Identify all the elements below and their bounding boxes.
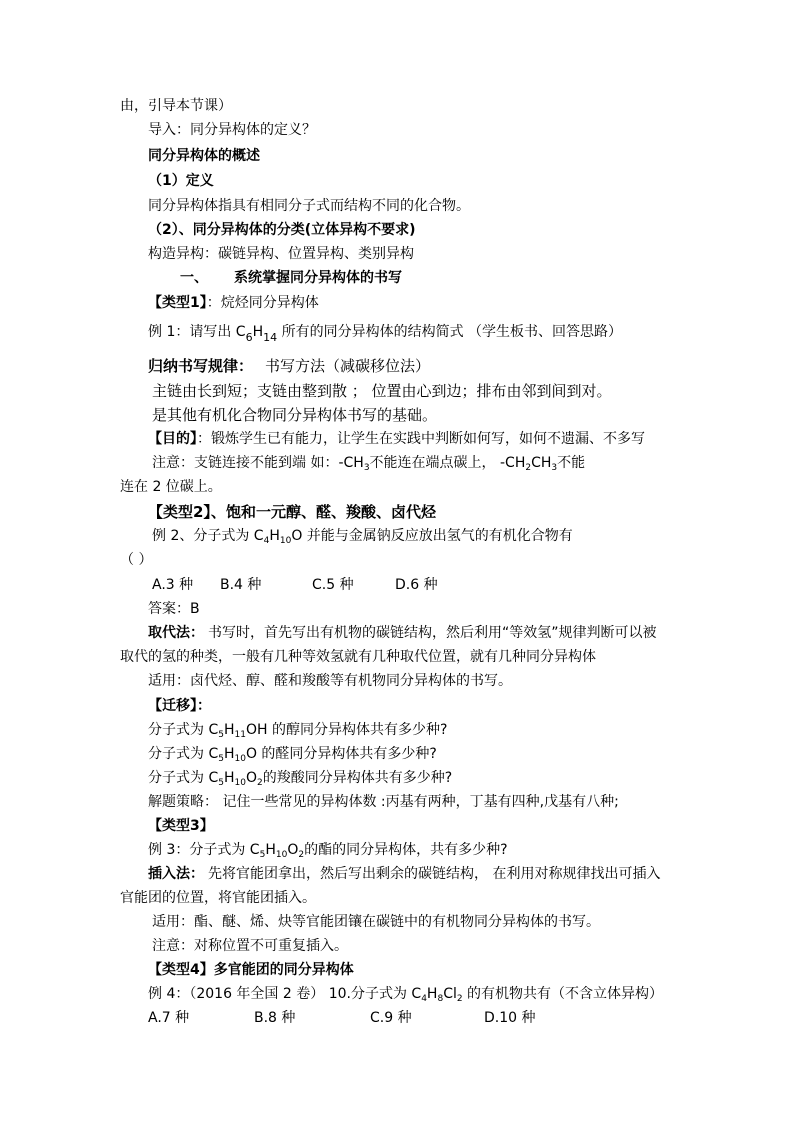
text-run: CH: [531, 455, 552, 471]
text-line: 适用：酯、醚、烯、炔等官能团镶在碳链中的有机物同分异构体的书写。: [152, 914, 600, 930]
subscript: 10: [234, 754, 246, 764]
question-line: [148, 720, 447, 740]
text-run: ：锻炼学生已有能力，让学生在实践中判断如何写，如何不遗漏、不多写: [197, 431, 645, 447]
text-line: 连在 2 位碳上。: [120, 479, 222, 495]
text-line: 导入：同分异构体的定义？: [148, 122, 316, 138]
text-run: 所有的同分异构体的结构简式 （学生板书、回答思路）: [277, 324, 623, 340]
text-run: 不能连在端点碳上， -CH: [369, 455, 526, 471]
text-run: OH 的醇同分异构体共有多少种?: [245, 722, 448, 738]
text-run: 书写时，首先写出有机物的碳链结构，然后利用“等效氢”规律判断可以被: [208, 625, 657, 641]
text-line: 适用：卤代烃、醇、醛和羧酸等有机物同分异构体的书写。: [148, 673, 512, 689]
subscript: 5: [218, 778, 224, 788]
type-heading: 【类型2】、饱和一元醇、醛、羧酸、卤代烃: [148, 503, 436, 521]
subscript: 10: [275, 850, 288, 860]
option-b: B.4 种: [220, 577, 262, 593]
text-line: 官能团的位置，将官能团插入。: [120, 890, 316, 906]
type-tag: 【类型1】: [148, 295, 207, 311]
text-line: 取代的氢的种类，一般有几种等效氢就有几种取代位置，就有几种同分异构体: [120, 649, 596, 665]
option-d: D.10 种: [484, 1010, 536, 1026]
subscript: 14: [263, 331, 278, 344]
subscript: 11: [234, 730, 246, 740]
subsection-heading: （1）定义: [148, 173, 214, 189]
subscript: 3: [363, 463, 370, 473]
option-d: D.6 种: [395, 577, 438, 593]
section-heading: 同分异构体的概述: [148, 148, 260, 164]
method-line: [148, 864, 660, 884]
subscript: 10: [279, 536, 292, 546]
answer-blank: （ ）: [120, 552, 153, 568]
subsection-heading: （2）、同分异构体的分类(立体异构不要求): [148, 222, 416, 238]
text-run: 例 4：（2016 年全国 2 卷） 10.分子式为 C: [148, 986, 422, 1002]
text-run: 注意：支链连接不能到端 如：-CH: [152, 455, 364, 471]
text-run: 分子式为 C: [148, 722, 219, 738]
question-line: [148, 744, 437, 764]
text-run: 的酯的同分异构体，共有多少种?: [304, 842, 508, 858]
example-4: [148, 984, 663, 1004]
subscript: 2: [298, 850, 305, 860]
text-run: 先将官能团拿出，然后写出剩余的碳链结构， 在利用对称规律找出可插入: [208, 866, 661, 882]
type-heading: [148, 293, 319, 313]
subscript: 5: [218, 754, 224, 764]
subscript: 2: [256, 778, 263, 788]
type-title: ：烷烃同分异构体: [206, 295, 319, 311]
text-line: 由，引导本节课）: [120, 98, 232, 114]
text-run: 例 2、分子式为 C: [152, 528, 264, 544]
option-c: C.5 种: [312, 577, 354, 593]
purpose-line: [148, 429, 645, 449]
text-run: H: [223, 770, 235, 786]
text-run: 分子式为 C: [148, 770, 219, 786]
text-run: 书写方法（减碳移位法）: [265, 357, 431, 375]
text-run: 的有机物共有（不含立体异构）: [462, 986, 664, 1002]
text-line: 构造异构：碳链异构、位置异构、类别异构: [148, 246, 414, 262]
strategy-line: 解题策略： 记住一些常见的异构体数 :丙基有两种，丁基有四种,戊基有八种;: [148, 794, 619, 810]
text-run: 例 1：请写出 C: [148, 324, 246, 340]
text-run: O 并能与金属钠反应放出氢气的有机化合物有: [291, 528, 573, 544]
subscript: 2: [456, 994, 463, 1004]
subscript: 4: [263, 536, 270, 546]
method-label: 插入法：: [148, 866, 204, 882]
subscript: 5: [259, 850, 266, 860]
text-run: 分子式为 C: [148, 746, 219, 762]
subscript: 8: [437, 994, 444, 1004]
example-1: [148, 322, 622, 342]
subscript: 3: [551, 463, 558, 473]
option-a: A.7 种: [148, 1010, 190, 1026]
label-bold: 归纳书写规律：: [148, 357, 254, 375]
type-heading: 【类型3】: [148, 818, 214, 834]
text-run: O 的醛同分异构体共有多少种?: [245, 746, 437, 762]
transfer-heading: 【迁移】：: [148, 698, 211, 714]
example-3: [148, 840, 508, 860]
option-a: A.3 种: [152, 577, 194, 593]
subscript: 5: [218, 730, 224, 740]
text-line: 主链由长到短；支链由整到散 ； 位置由心到边；排布由邻到间到对。: [152, 382, 612, 400]
rule-summary: [148, 356, 430, 376]
text-run: H: [223, 722, 235, 738]
method-label: 取代法：: [148, 625, 204, 641]
text-run: O: [287, 842, 299, 858]
subscript: 10: [234, 778, 246, 788]
text-line: 是其他有机化合物同分异构体书写的基础。: [152, 406, 438, 424]
text-run: H: [223, 746, 235, 762]
text-run: 例 3：分子式为 C: [148, 842, 260, 858]
subscript: 4: [421, 994, 427, 1004]
text-run: 的羧酸同分异构体共有多少种?: [262, 770, 453, 786]
section-heading: 系统掌握同分异构体的书写: [234, 270, 402, 286]
text-run: O: [245, 770, 257, 786]
method-line: [148, 623, 657, 643]
text-line: 同分异构体指具有相同分子式而结构不同的化合物。: [148, 198, 470, 214]
option-c: C.9 种: [370, 1010, 412, 1026]
purpose-tag: 【目的】: [148, 431, 197, 447]
subscript: 6: [245, 331, 253, 344]
text-run: H: [252, 324, 264, 340]
section-number: 一、: [180, 270, 208, 286]
question-line: [148, 768, 452, 788]
type-heading: 【类型4】多官能团的同分异构体: [148, 962, 354, 978]
text-run: H: [265, 842, 276, 858]
subscript: 2: [525, 463, 532, 473]
example-2: [152, 526, 573, 546]
note-line: [152, 453, 585, 473]
answer-line: 答案：B: [148, 601, 200, 617]
option-b: B.8 种: [254, 1010, 296, 1026]
text-line: 注意：对称位置不可重复插入。: [152, 938, 348, 954]
text-run: 不能: [557, 455, 586, 471]
text-run: H: [426, 986, 438, 1002]
text-run: Cl: [443, 986, 457, 1002]
text-run: H: [269, 528, 280, 544]
